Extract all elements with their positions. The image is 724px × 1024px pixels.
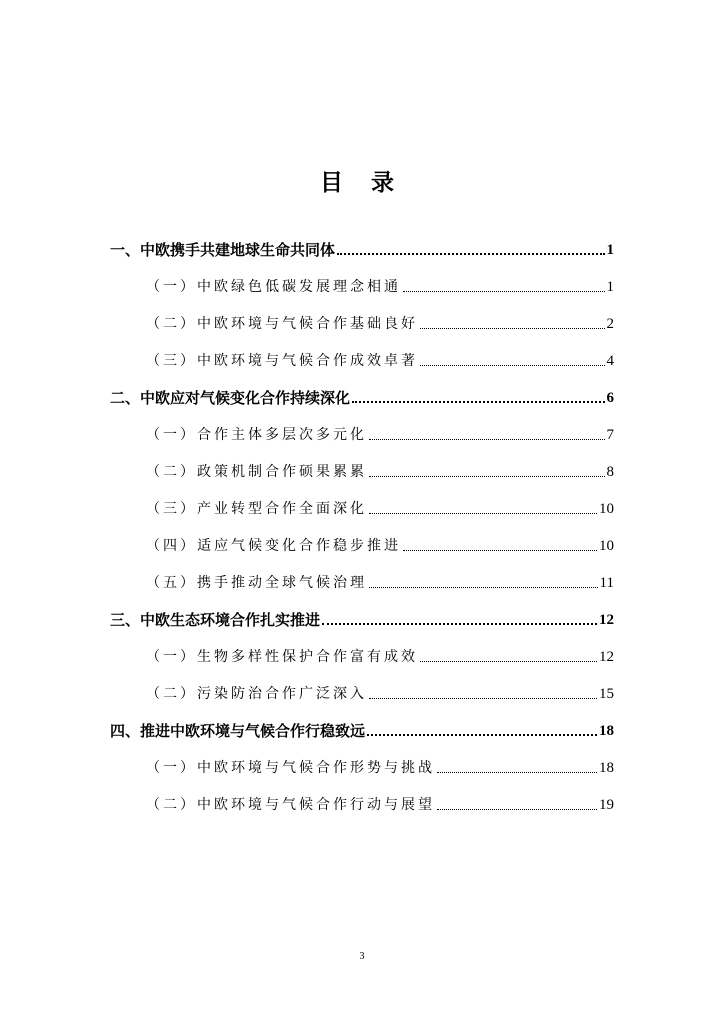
toc-entry-page: 19	[599, 797, 614, 813]
toc-dot-leader	[352, 401, 604, 403]
toc-dot-leader	[420, 328, 605, 329]
toc-dot-leader	[403, 291, 605, 292]
toc-dot-leader	[322, 623, 597, 625]
toc-entry-label: （二）政策机制合作硕果累累	[146, 464, 367, 480]
page-number: 3	[359, 951, 365, 962]
toc-entry-label: （二）污染防治合作广泛深入	[146, 686, 367, 702]
toc-dot-leader	[437, 772, 597, 773]
toc-section-entry[interactable]	[110, 297, 614, 334]
toc-dot-leader	[403, 550, 597, 551]
toc-section-entry[interactable]	[110, 519, 614, 556]
toc-entry-label: （二）中欧环境与气候合作基础良好	[146, 316, 418, 332]
toc-entry-page: 6	[606, 390, 614, 406]
toc-dot-leader	[369, 476, 605, 477]
toc-section-entry[interactable]	[110, 556, 614, 593]
toc-chapter-entry[interactable]	[110, 704, 614, 741]
toc-dot-leader	[367, 734, 597, 736]
toc-entry-label: （三）中欧环境与气候合作成效卓著	[146, 353, 418, 369]
toc-section-entry[interactable]	[110, 741, 614, 778]
toc-dot-leader	[420, 661, 597, 662]
toc-section-entry[interactable]	[110, 334, 614, 371]
toc-dot-leader	[420, 365, 605, 366]
toc-dot-leader	[437, 809, 597, 810]
toc-entry-label: （二）中欧环境与气候合作行动与展望	[146, 797, 435, 813]
toc-dot-leader	[369, 587, 598, 588]
toc-dot-leader	[337, 253, 604, 255]
toc-section-entry[interactable]	[110, 260, 614, 297]
toc-entry-page: 18	[599, 760, 614, 776]
toc-dot-leader	[369, 698, 597, 699]
toc-entry-page: 11	[599, 575, 614, 591]
toc-section-entry[interactable]	[110, 667, 614, 704]
toc-section-entry[interactable]	[110, 445, 614, 482]
toc-dot-leader	[369, 513, 597, 514]
toc-entry-page: 2	[606, 316, 614, 332]
toc-entry-page: 15	[599, 686, 614, 702]
toc-entry-page: 10	[599, 538, 614, 554]
toc-entry-label: （一）合作主体多层次多元化	[146, 427, 367, 443]
toc-entry-label: （一）中欧绿色低碳发展理念相通	[146, 279, 401, 295]
toc-entry-page: 12	[599, 612, 614, 628]
toc-entry-label: （一）生物多样性保护合作富有成效	[146, 649, 418, 665]
toc-entry-page: 18	[599, 723, 614, 739]
toc-entry-label: 二、中欧应对气候变化合作持续深化	[110, 389, 351, 407]
toc-dot-leader	[369, 439, 605, 440]
toc-entry-label: 一、中欧携手共建地球生命共同体	[110, 241, 336, 259]
toc-entry-page: 7	[606, 427, 614, 443]
table-of-contents	[110, 223, 614, 815]
toc-entry-page: 12	[599, 649, 614, 665]
toc-entry-label: （五）携手推动全球气候治理	[146, 575, 367, 591]
page-title: 目 录	[319, 170, 404, 196]
toc-entry-page: 1	[606, 279, 614, 295]
toc-entry-label: （一）中欧环境与气候合作形势与挑战	[146, 760, 435, 776]
toc-chapter-entry[interactable]	[110, 593, 614, 630]
toc-entry-label: 四、推进中欧环境与气候合作行稳致远	[110, 722, 366, 740]
toc-chapter-entry[interactable]	[110, 223, 614, 260]
toc-section-entry[interactable]	[110, 778, 614, 815]
toc-entry-label: （四）适应气候变化合作稳步推进	[146, 538, 401, 554]
toc-section-entry[interactable]	[110, 482, 614, 519]
toc-section-entry[interactable]	[110, 630, 614, 667]
toc-entry-page: 10	[599, 501, 614, 517]
toc-section-entry[interactable]	[110, 408, 614, 445]
toc-entry-page: 8	[606, 464, 614, 480]
toc-entry-label: （三）产业转型合作全面深化	[146, 501, 367, 517]
toc-entry-page: 4	[606, 353, 614, 369]
toc-entry-label: 三、中欧生态环境合作扎实推进	[110, 611, 321, 629]
toc-entry-page: 1	[606, 242, 614, 258]
toc-chapter-entry[interactable]	[110, 371, 614, 408]
